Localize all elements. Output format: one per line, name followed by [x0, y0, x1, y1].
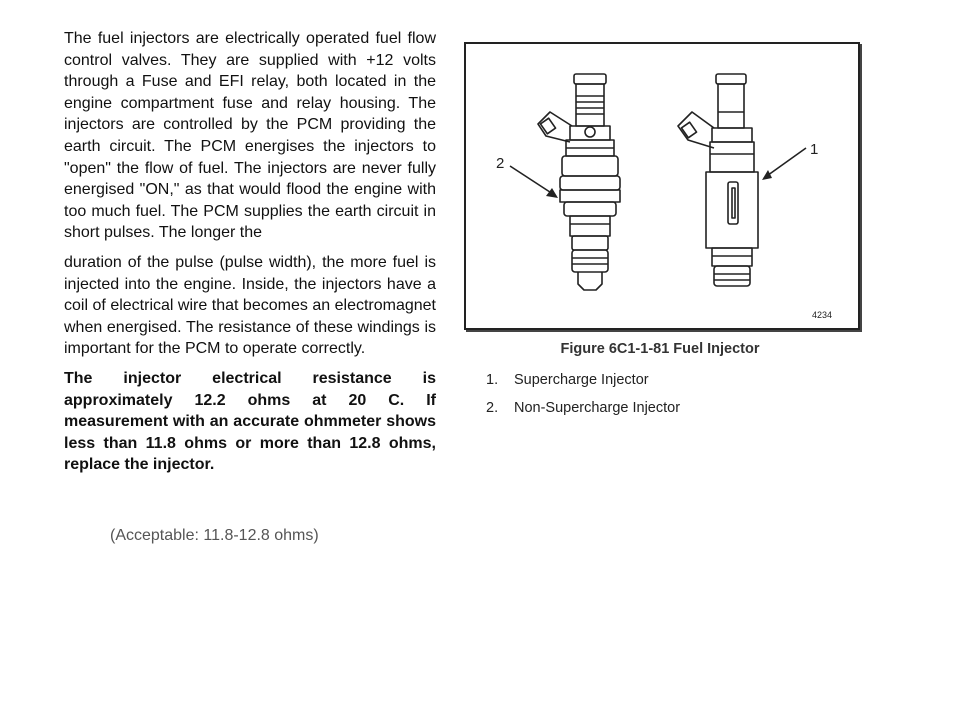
non-supercharge-injector-drawing — [538, 74, 620, 290]
callout-2-arrowhead — [546, 188, 558, 198]
paragraph-pulse-width: duration of the pulse (pulse width), the more fuel is injected into the engine. Inside, the injectors have a coil of electrical wire that becomes an electromagnet when energised. The resistance of these windings is important for the PCM to operate correctly. — [64, 253, 436, 358]
figure-legend — [486, 366, 680, 422]
legend-label: Supercharge Injector — [514, 372, 649, 388]
figure-code: 4234 — [812, 310, 833, 320]
callout-1-leader — [764, 148, 806, 178]
supercharge-injector-drawing — [678, 74, 758, 286]
legend-item — [486, 366, 680, 394]
acceptable-range-note: (Acceptable: 11.8-12.8 ohms) — [110, 527, 319, 544]
callout-1-label: 1 — [810, 141, 819, 158]
legend-item — [486, 394, 680, 422]
legend-label: Non-Supercharge Injector — [514, 400, 681, 416]
fuel-injector-figure — [464, 42, 860, 330]
injector-illustration — [466, 44, 858, 328]
legend-number: 1. — [486, 372, 499, 388]
legend-number: 2. — [486, 400, 499, 416]
callout-2-label: 2 — [496, 155, 505, 172]
figure-caption: Figure 6C1-1-81 Fuel Injector — [560, 341, 760, 357]
paragraph-description: The fuel injectors are electrically operated fuel flow control valves. They are supplied with +12 volts through a Fuse and EFI relay, both located in the engine compartment fuse and relay housing. The injectors are controlled by the PCM providing the earth circuit. The PCM energises the injectors to "open" the flow of fuel. The injectors are never fully energised "ON," as that would flood the engine with too much fuel. The PCM supplies the earth circuit in short pulses. The longer the — [64, 30, 436, 242]
callout-1-arrowhead — [762, 170, 772, 180]
paragraph-resistance-spec: The injector electrical resistance is approximately 12.2 ohms at 20 C. If measurement with an accurate ohmmeter shows less than 11.8 ohms or more than 12.8 ohms, replace the injector. — [64, 369, 436, 474]
body-text — [64, 28, 436, 476]
callout-2-leader — [510, 166, 556, 196]
